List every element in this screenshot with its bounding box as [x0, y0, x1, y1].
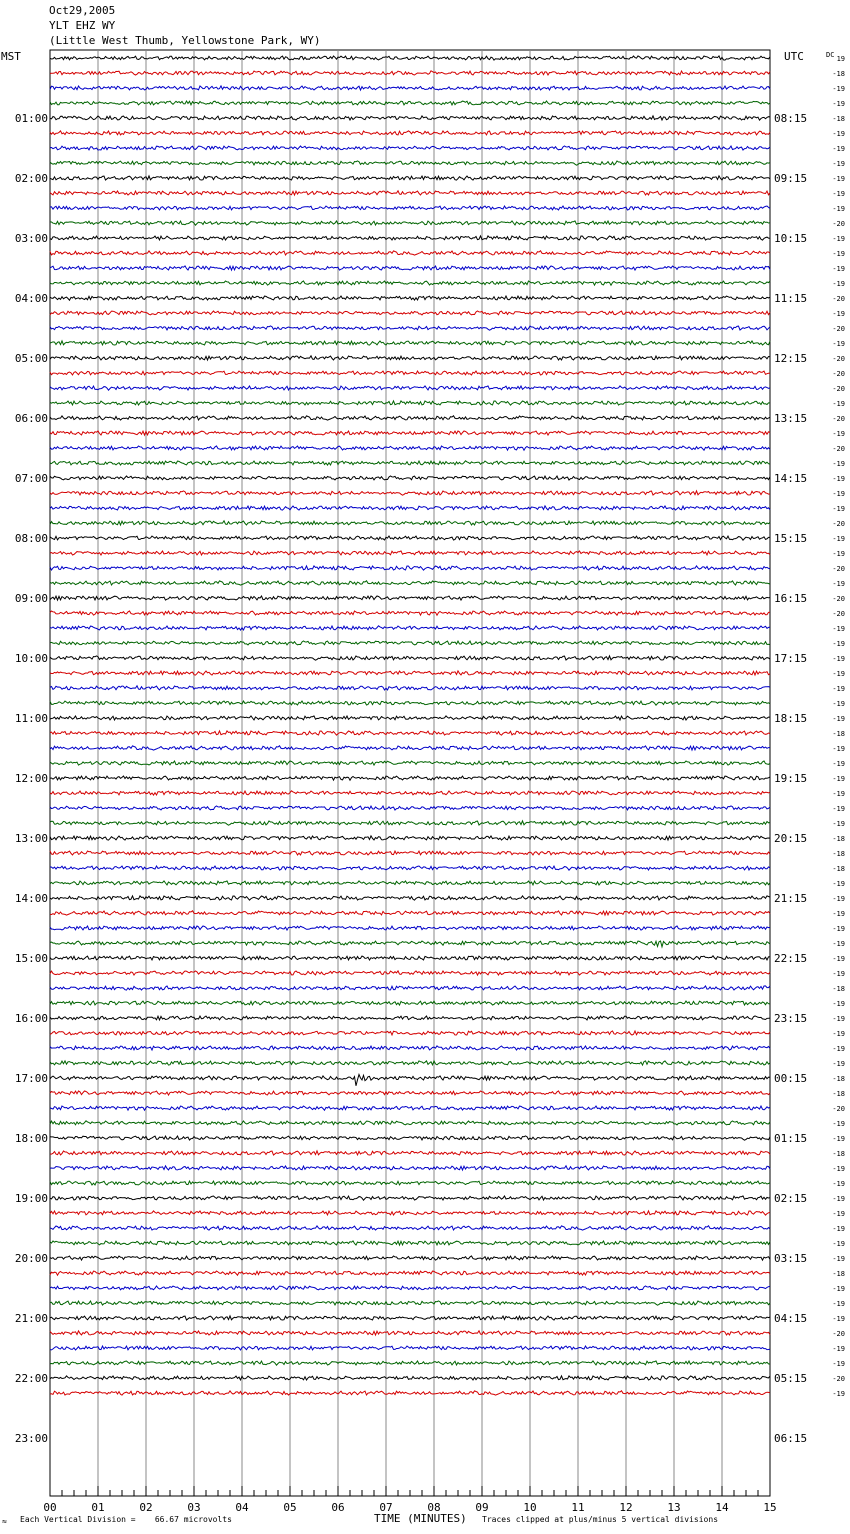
- trace-line-28: [50, 476, 770, 480]
- dc-offset-value: -19: [832, 1135, 845, 1143]
- trace-line-30: [50, 506, 770, 510]
- dc-offset-value: -19: [832, 175, 845, 183]
- dc-offset-value: -19: [832, 790, 845, 798]
- trace-line-27: [50, 461, 770, 465]
- dc-offset-value: -20: [832, 415, 845, 423]
- dc-offset-value: -19: [832, 550, 845, 558]
- trace-line-4: [50, 116, 770, 120]
- trace-line-44: [50, 716, 770, 720]
- dc-offset-value: -19: [832, 505, 845, 513]
- dc-offset-value: -18: [832, 730, 845, 738]
- dc-offset-value: -18: [832, 1270, 845, 1278]
- x-axis-title: TIME (MINUTES): [374, 1512, 467, 1525]
- dc-offset-value: -20: [832, 220, 845, 228]
- trace-line-53: [50, 851, 770, 855]
- trace-line-15: [50, 281, 770, 285]
- dc-offset-value: -19: [832, 1210, 845, 1218]
- trace-line-5: [50, 131, 770, 135]
- trace-line-45: [50, 731, 770, 735]
- trace-line-1: [50, 71, 770, 75]
- x-tick-label: 10: [523, 1501, 537, 1514]
- dc-offset-value: -19: [832, 970, 845, 978]
- right-hour-label: 12:15: [774, 352, 808, 365]
- dc-offset-value: -19: [832, 955, 845, 963]
- x-tick-label: 07: [379, 1501, 393, 1514]
- trace-line-8: [50, 176, 770, 180]
- trace-line-13: [50, 251, 770, 255]
- trace-line-40: [50, 656, 770, 660]
- station-location: (Little West Thumb, Yellowstone Park, WY): [49, 34, 321, 47]
- x-tick-label: 13: [667, 1501, 681, 1514]
- dc-offset-value: -19: [832, 1240, 845, 1248]
- left-hour-label: 04:00: [14, 292, 48, 305]
- trace-line-65: [50, 1031, 770, 1035]
- trace-line-50: [50, 806, 770, 810]
- dc-offset-value: -19: [832, 535, 845, 543]
- right-hour-label: 08:15: [774, 112, 808, 125]
- x-tick-label: 12: [619, 1501, 633, 1514]
- right-hour-label: 04:15: [774, 1312, 808, 1325]
- right-hour-label: 21:15: [774, 892, 808, 905]
- dc-offset-value: -20: [832, 1330, 845, 1338]
- left-hour-label: 10:00: [14, 652, 48, 665]
- dc-offset-value: -19: [832, 430, 845, 438]
- x-tick-label: 02: [139, 1501, 153, 1514]
- dc-offset-value: -18: [832, 70, 845, 78]
- dc-offset-value: -19: [832, 310, 845, 318]
- dc-offset-value: -19: [832, 160, 845, 168]
- trace-line-76: [50, 1196, 770, 1200]
- dc-offset-value: -19: [832, 640, 845, 648]
- right-hour-label: 19:15: [774, 772, 808, 785]
- left-hour-label: 02:00: [14, 172, 48, 185]
- trace-line-85: [50, 1331, 770, 1335]
- dc-offset-value: -19: [832, 100, 845, 108]
- trace-line-60: [50, 956, 770, 960]
- right-hour-label: 15:15: [774, 532, 808, 545]
- right-timezone-label: UTC: [784, 50, 804, 63]
- x-tick-label: 00: [43, 1501, 57, 1514]
- trace-line-38: [50, 626, 770, 630]
- trace-line-10: [50, 206, 770, 210]
- plot-date: Oct29,2005: [49, 4, 116, 17]
- dc-offset-value: -19: [832, 940, 845, 948]
- trace-line-70: [50, 1106, 770, 1110]
- dc-offset-value: -19: [832, 400, 845, 408]
- trace-line-11: [50, 221, 770, 225]
- trace-line-34: [50, 566, 770, 570]
- trace-line-23: [50, 401, 770, 405]
- dc-offset-value: -19: [832, 895, 845, 903]
- trace-line-63: [50, 1001, 770, 1005]
- right-hour-label: 10:15: [774, 232, 808, 245]
- trace-line-79: [50, 1241, 770, 1245]
- trace-line-72: [50, 1136, 770, 1140]
- trace-line-74: [50, 1166, 770, 1170]
- left-hour-label: 11:00: [14, 712, 48, 725]
- right-hour-label: 13:15: [774, 412, 808, 425]
- dc-offset-value: -20: [832, 610, 845, 618]
- dc-offset-value: -19: [832, 700, 845, 708]
- right-hour-label: 17:15: [774, 652, 808, 665]
- dc-offset-value: -19: [832, 1180, 845, 1188]
- left-hour-label: 22:00: [14, 1372, 48, 1385]
- dc-offset-value: -20: [832, 1375, 845, 1383]
- dc-offset-value: -19: [832, 130, 845, 138]
- trace-line-78: [50, 1226, 770, 1230]
- trace-line-82: [50, 1286, 770, 1290]
- trace-line-37: [50, 611, 770, 615]
- dc-offset-value: -19: [832, 760, 845, 768]
- dc-offset-value: -19: [832, 1360, 845, 1368]
- dc-offset-value: -19: [832, 265, 845, 273]
- scale-note: Each Vertical Division = 66.67 microvolts: [20, 1515, 232, 1524]
- left-hour-label: 20:00: [14, 1252, 48, 1265]
- dc-offset-value: -18: [832, 1150, 845, 1158]
- dc-offset-value: -19: [832, 235, 845, 243]
- trace-line-12: [50, 236, 770, 240]
- trace-line-81: [50, 1271, 770, 1275]
- trace-line-66: [50, 1046, 770, 1050]
- dc-offset-value: -19: [832, 1165, 845, 1173]
- dc-offset-value: -19: [832, 280, 845, 288]
- trace-line-87: [50, 1361, 770, 1365]
- trace-line-47: [50, 761, 770, 765]
- dc-offset-value: -19: [832, 190, 845, 198]
- x-tick-label: 05: [283, 1501, 297, 1514]
- left-hour-label: 05:00: [14, 352, 48, 365]
- right-hour-label: 02:15: [774, 1192, 808, 1205]
- dc-offset-value: -19: [832, 625, 845, 633]
- trace-line-22: [50, 386, 770, 390]
- dc-offset-value: -19: [832, 1285, 845, 1293]
- trace-line-31: [50, 521, 770, 525]
- trace-line-18: [50, 326, 770, 330]
- dc-offset-value: -19: [832, 85, 845, 93]
- dc-header-label: DC: [826, 51, 835, 59]
- trace-line-25: [50, 431, 770, 435]
- trace-line-33: [50, 551, 770, 555]
- left-hour-label: 03:00: [14, 232, 48, 245]
- trace-line-35: [50, 581, 770, 585]
- dc-offset-value: -20: [832, 595, 845, 603]
- dc-offset-value: -19: [832, 250, 845, 258]
- x-tick-label: 03: [187, 1501, 201, 1514]
- dc-offset-value: -19: [832, 775, 845, 783]
- dc-offset-value: -19: [832, 685, 845, 693]
- left-hour-label: 15:00: [14, 952, 48, 965]
- dc-offset-value: -19: [832, 580, 845, 588]
- trace-line-36: [50, 596, 770, 600]
- dc-offset-value: -19: [832, 880, 845, 888]
- trace-line-42: [50, 686, 770, 690]
- trace-line-86: [50, 1346, 770, 1350]
- dc-offset-value: -18: [832, 985, 845, 993]
- dc-offset-value: -20: [832, 355, 845, 363]
- trace-line-24: [50, 416, 770, 420]
- left-hour-label: 18:00: [14, 1132, 48, 1145]
- dc-offset-value: -19: [832, 1390, 845, 1398]
- trace-line-89: [50, 1391, 770, 1395]
- dc-offset-value: -19: [832, 1015, 845, 1023]
- dc-offset-value: -19: [832, 1255, 845, 1263]
- left-hour-label: 16:00: [14, 1012, 48, 1025]
- dc-offset-value: -20: [832, 325, 845, 333]
- trace-line-55: [50, 881, 770, 885]
- dc-offset-value: -19: [832, 745, 845, 753]
- trace-line-80: [50, 1256, 770, 1260]
- right-hour-label: 16:15: [774, 592, 808, 605]
- trace-line-32: [50, 536, 770, 540]
- left-hour-label: 12:00: [14, 772, 48, 785]
- trace-line-7: [50, 161, 770, 165]
- right-hour-label: 20:15: [774, 832, 808, 845]
- left-hour-label: 17:00: [14, 1072, 48, 1085]
- trace-line-9: [50, 191, 770, 195]
- footer-mark: ≈: [2, 1517, 7, 1526]
- trace-line-19: [50, 341, 770, 345]
- trace-line-58: [50, 926, 770, 930]
- x-tick-label: 01: [91, 1501, 105, 1514]
- trace-line-41: [50, 671, 770, 675]
- x-tick-label: 04: [235, 1501, 249, 1514]
- trace-line-48: [50, 776, 770, 780]
- dc-offset-value: -19: [832, 145, 845, 153]
- trace-line-26: [50, 446, 770, 450]
- trace-line-67: [50, 1061, 770, 1065]
- dc-offset-value: -19: [832, 1000, 845, 1008]
- trace-line-39: [50, 641, 770, 645]
- dc-offset-value: -19: [832, 910, 845, 918]
- dc-offset-value: -19: [832, 1030, 845, 1038]
- left-timezone-label: MST: [1, 50, 21, 63]
- x-tick-label: 08: [427, 1501, 441, 1514]
- clip-note: Traces clipped at plus/minus 5 vertical divisions: [482, 1515, 719, 1524]
- trace-line-75: [50, 1181, 770, 1185]
- trace-line-64: [50, 1016, 770, 1020]
- trace-line-16: [50, 296, 770, 300]
- trace-line-52: [50, 836, 770, 840]
- dc-offset-value: -20: [832, 445, 845, 453]
- trace-line-56: [50, 896, 770, 900]
- trace-line-88: [50, 1376, 770, 1380]
- trace-line-51: [50, 821, 770, 825]
- right-hour-label: 23:15: [774, 1012, 808, 1025]
- dc-offset-value: -18: [832, 835, 845, 843]
- dc-offset-value: -19: [832, 1225, 845, 1233]
- trace-line-83: [50, 1301, 770, 1305]
- trace-line-17: [50, 311, 770, 315]
- left-hour-label: 07:00: [14, 472, 48, 485]
- trace-line-14: [50, 266, 770, 270]
- left-hour-label: 13:00: [14, 832, 48, 845]
- left-hour-label: 08:00: [14, 532, 48, 545]
- station-code: YLT EHZ WY: [49, 19, 116, 32]
- right-hour-label: 18:15: [774, 712, 808, 725]
- left-hour-label: 23:00: [14, 1432, 48, 1445]
- dc-offset-value: -20: [832, 385, 845, 393]
- dc-offset-value: -20: [832, 520, 845, 528]
- dc-offset-value: -19: [832, 460, 845, 468]
- dc-offset-value: -19: [832, 715, 845, 723]
- dc-offset-value: -20: [832, 1105, 845, 1113]
- trace-line-2: [50, 86, 770, 90]
- trace-line-54: [50, 866, 770, 870]
- trace-line-29: [50, 491, 770, 495]
- left-hour-label: 19:00: [14, 1192, 48, 1205]
- right-hour-label: 05:15: [774, 1372, 808, 1385]
- dc-offset-value: -19: [832, 670, 845, 678]
- dc-offset-value: -19: [832, 655, 845, 663]
- dc-offset-value: -19: [832, 475, 845, 483]
- right-hour-label: 00:15: [774, 1072, 808, 1085]
- left-hour-label: 06:00: [14, 412, 48, 425]
- dc-offset-value: -18: [832, 850, 845, 858]
- right-hour-label: 01:15: [774, 1132, 808, 1145]
- dc-offset-value: -18: [832, 115, 845, 123]
- dc-offset-value: -19: [832, 1345, 845, 1353]
- x-tick-label: 06: [331, 1501, 345, 1514]
- trace-line-68: [50, 1075, 770, 1086]
- dc-offset-value: -19: [832, 1195, 845, 1203]
- dc-offset-value: -19: [832, 1315, 845, 1323]
- dc-offset-value: -19: [832, 805, 845, 813]
- dc-offset-value: -18: [832, 865, 845, 873]
- left-hour-label: 01:00: [14, 112, 48, 125]
- trace-line-57: [50, 911, 770, 915]
- dc-offset-value: -20: [832, 370, 845, 378]
- trace-line-6: [50, 146, 770, 150]
- x-tick-label: 15: [763, 1501, 777, 1514]
- right-hour-label: 09:15: [774, 172, 808, 185]
- dc-offset-value: -19: [832, 340, 845, 348]
- dc-offset-value: -19: [832, 925, 845, 933]
- trace-line-3: [50, 101, 770, 105]
- dc-offset-value: -19: [832, 820, 845, 828]
- dc-offset-value: -18: [832, 1075, 845, 1083]
- x-tick-label: 14: [715, 1501, 729, 1514]
- dc-offset-value: 19: [836, 55, 845, 63]
- trace-line-69: [50, 1091, 770, 1095]
- x-tick-label: 09: [475, 1501, 489, 1514]
- dc-offset-value: -20: [832, 295, 845, 303]
- trace-line-77: [50, 1211, 770, 1215]
- left-hour-label: 21:00: [14, 1312, 48, 1325]
- trace-line-49: [50, 791, 770, 795]
- dc-offset-value: -19: [832, 490, 845, 498]
- trace-line-59: [50, 941, 770, 947]
- trace-line-43: [50, 701, 770, 705]
- left-hour-label: 14:00: [14, 892, 48, 905]
- trace-line-62: [50, 986, 770, 990]
- dc-offset-value: -19: [832, 1300, 845, 1308]
- trace-line-21: [50, 371, 770, 375]
- right-hour-label: 03:15: [774, 1252, 808, 1265]
- right-hour-label: 22:15: [774, 952, 808, 965]
- dc-offset-value: -19: [832, 1120, 845, 1128]
- trace-line-20: [50, 356, 770, 360]
- trace-line-46: [50, 746, 770, 750]
- trace-line-73: [50, 1151, 770, 1155]
- trace-line-71: [50, 1121, 770, 1125]
- dc-offset-value: -18: [832, 1090, 845, 1098]
- trace-line-0: [50, 56, 770, 60]
- trace-line-84: [50, 1316, 770, 1320]
- right-hour-label: 14:15: [774, 472, 808, 485]
- x-tick-label: 11: [571, 1501, 585, 1514]
- right-hour-label: 11:15: [774, 292, 808, 305]
- trace-line-61: [50, 971, 770, 975]
- dc-offset-value: -19: [832, 205, 845, 213]
- dc-offset-value: -20: [832, 565, 845, 573]
- right-hour-label: 06:15: [774, 1432, 808, 1445]
- left-hour-label: 09:00: [14, 592, 48, 605]
- dc-offset-value: -19: [832, 1045, 845, 1053]
- dc-offset-value: -19: [832, 1060, 845, 1068]
